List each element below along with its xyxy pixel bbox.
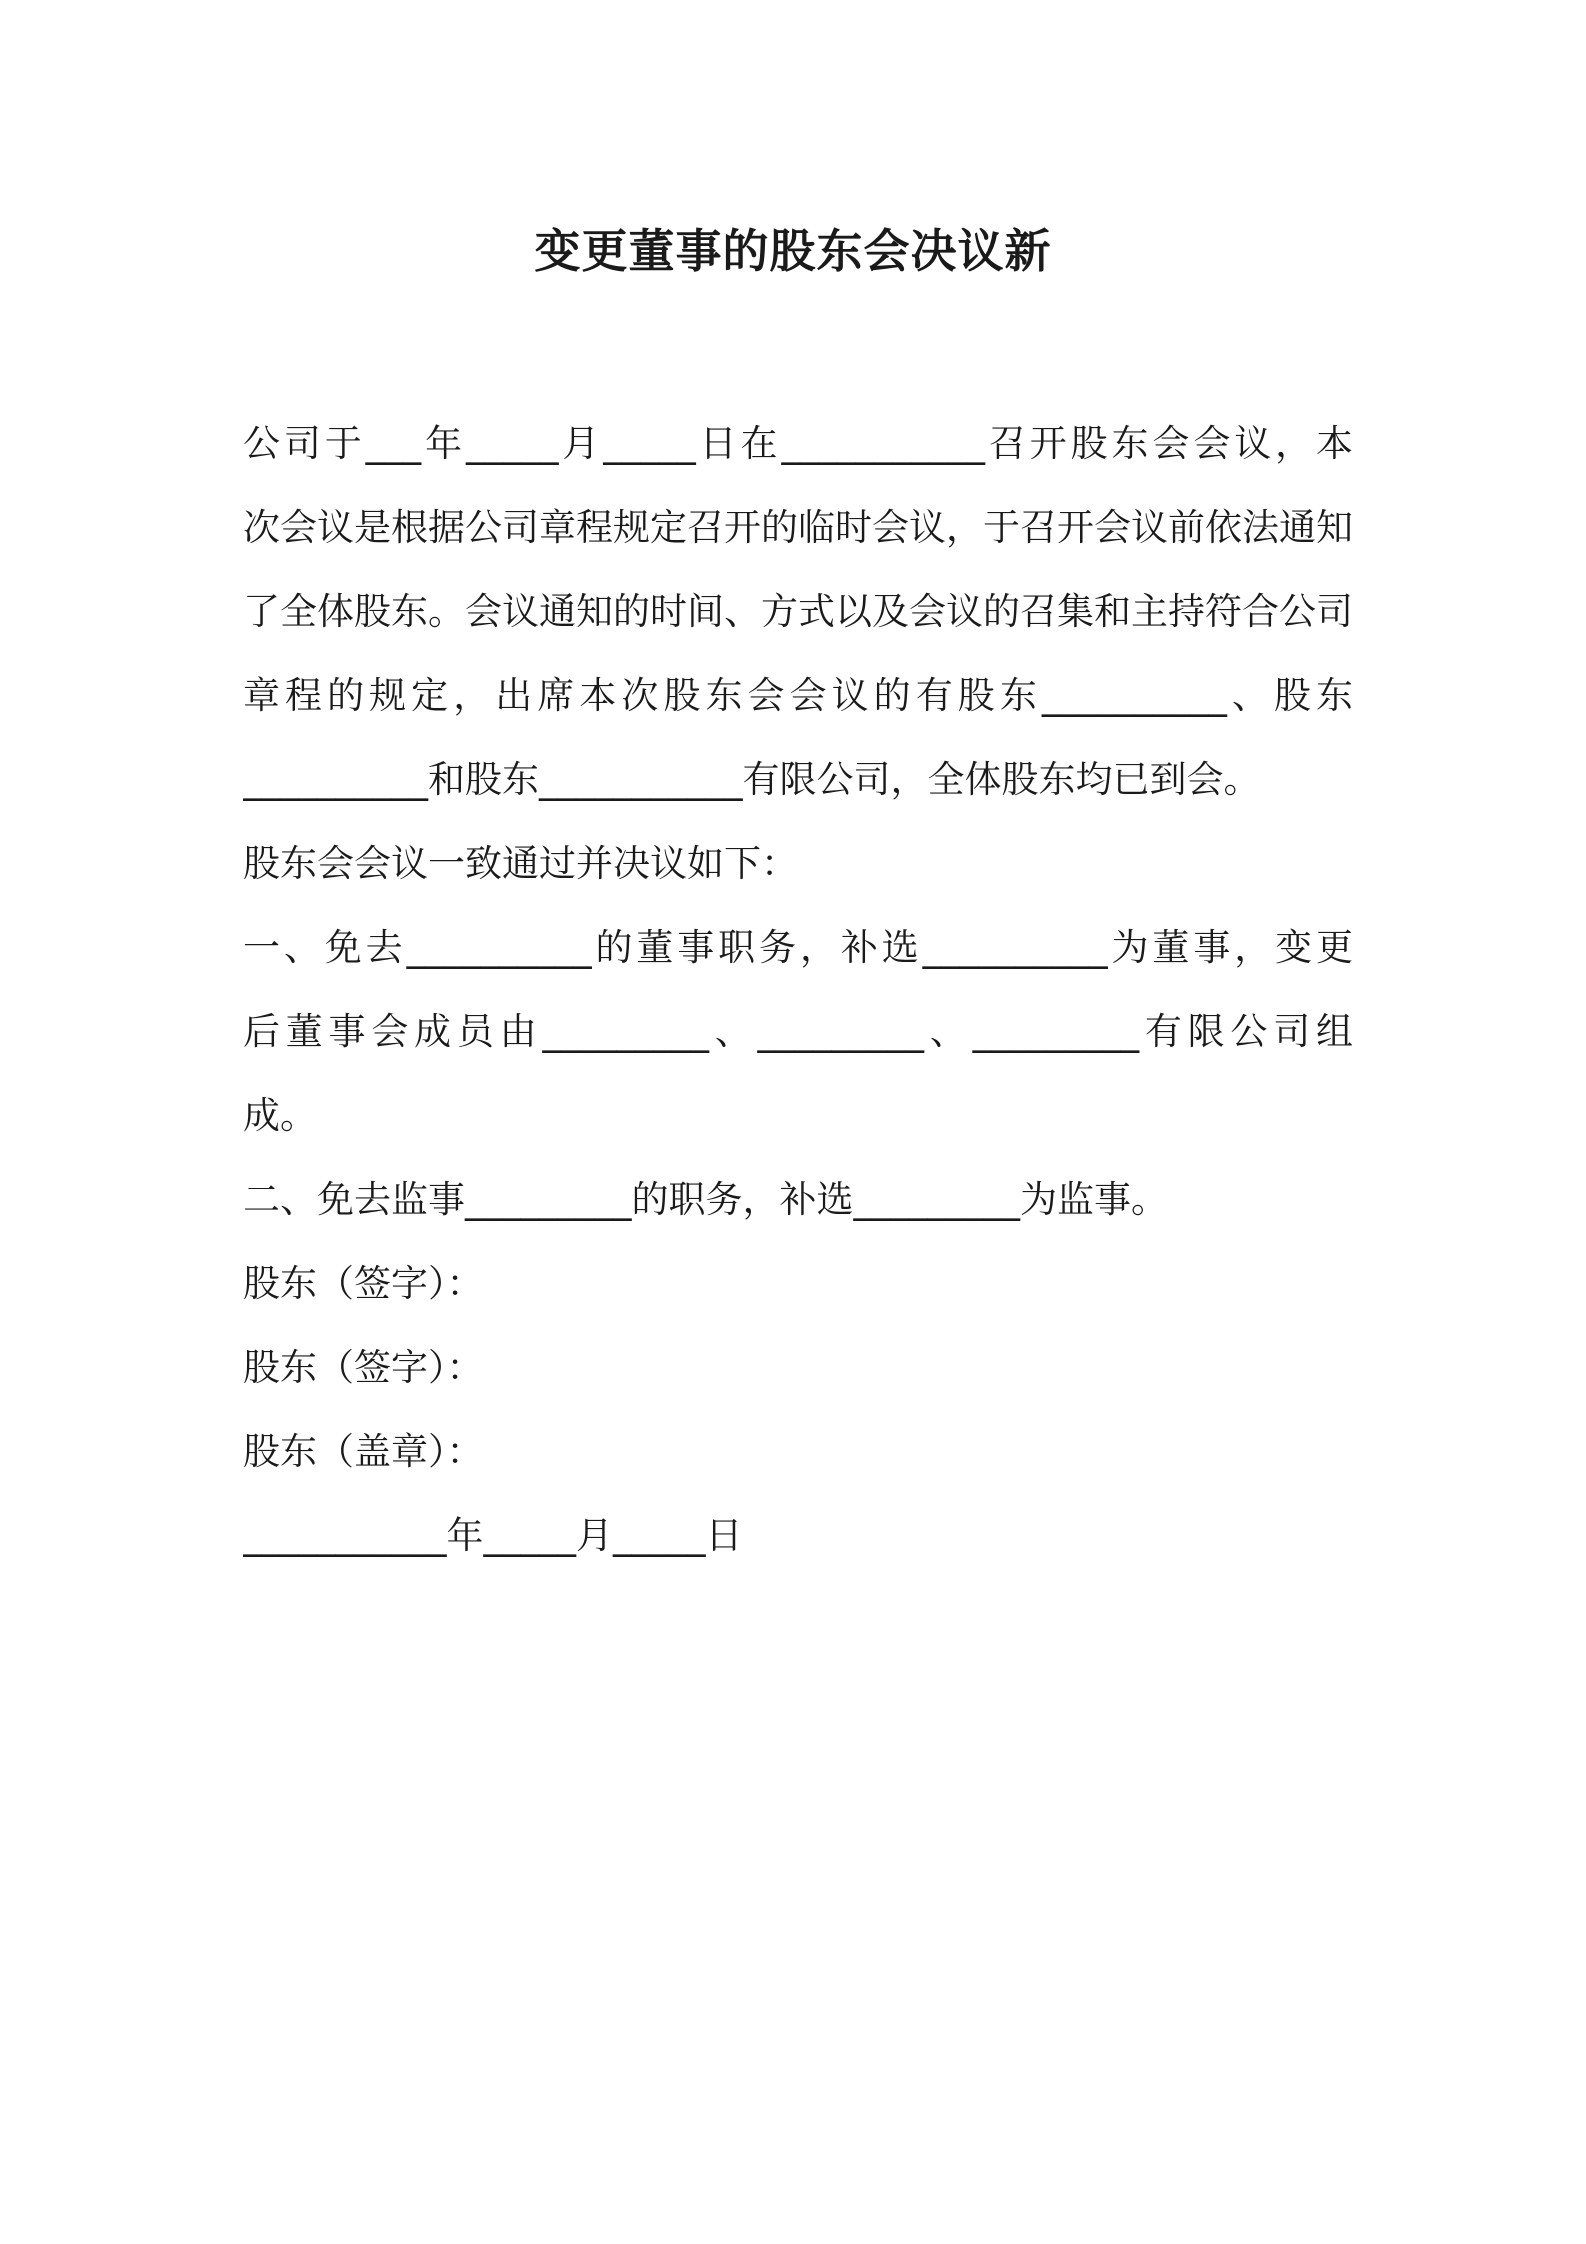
resolution-item-1-cont: 后董事会成员由_________、_________、_________有限公司组 <box>243 1010 1353 1053</box>
seal-line: 股东（盖章）： <box>243 1430 484 1473</box>
paragraph-line: __________和股东___________有限公司，全体股东均已到会。 <box>243 758 1261 801</box>
resolution-item-2: 二、免去监事_________的职务，补选_________为监事。 <box>243 1178 1168 1221</box>
signature-line-2: 股东（签字）： <box>243 1346 484 1389</box>
document-title: 变更董事的股东会决议新 <box>534 224 1052 278</box>
paragraph-line: 次会议是根据公司章程规定召开的临时会议，于召开会议前依法通知 <box>243 506 1353 549</box>
paragraph-line: 公司于___年_____月_____日在___________召开股东会会议，本 <box>243 422 1353 465</box>
date-line: ___________年_____月_____日 <box>243 1514 743 1557</box>
resolution-item-1: 一、免去__________的董事职务，补选__________为董事，变更 <box>243 926 1353 969</box>
paragraph-line: 了全体股东。会议通知的时间、方式以及会议的召集和主持符合公司 <box>243 590 1353 633</box>
paragraph-line: 章程的规定，出席本次股东会会议的有股东__________、股东 <box>243 674 1353 717</box>
signature-line-1: 股东（签字）： <box>243 1262 484 1305</box>
resolution-intro: 股东会会议一致通过并决议如下： <box>243 842 798 885</box>
document-body <box>243 402 1353 1578</box>
resolution-item-1-end: 成。 <box>243 1094 317 1137</box>
